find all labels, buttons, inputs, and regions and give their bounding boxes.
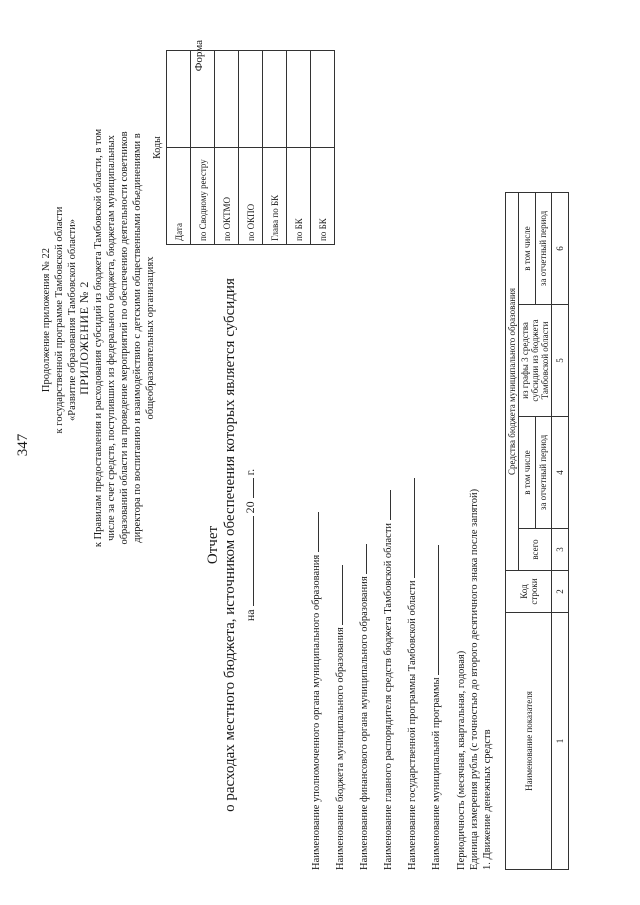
header-including: в том числе (519, 417, 536, 529)
code-label: Дата (167, 148, 191, 245)
report-title (205, 265, 239, 825)
fill-line[interactable] (404, 478, 415, 578)
code-label: по БК (287, 148, 311, 245)
header-period-2: за отчетный период (535, 193, 552, 305)
unit-line: Единица измерения рубль (с точностью до второго десятичного знака после запятой) (469, 488, 480, 870)
header-total: всего (519, 529, 552, 571)
header-line: Продолжение приложения № 22 (41, 247, 52, 393)
field-row (401, 260, 425, 870)
form-label: Форма (193, 40, 205, 72)
col-number: 5 (552, 305, 569, 417)
appendix-block (78, 118, 157, 558)
form-fields (305, 260, 494, 870)
report-subheading: о расходах местного бюджета, источником обеспечения которых является субсидия (222, 278, 238, 812)
fill-line[interactable] (380, 490, 391, 520)
page-number: 347 (15, 433, 31, 457)
report-date (243, 265, 258, 825)
code-value (215, 51, 239, 148)
field-row (377, 260, 401, 870)
field-row (305, 260, 329, 870)
field-label: Наименование уполномоченного органа муниципального образования (311, 554, 322, 870)
header-line: «Развитие образования Тамбовской области» (67, 219, 78, 421)
codes-header: Коды (148, 51, 167, 245)
field-label: Наименование государственной программы Тамбовской области (407, 580, 418, 870)
code-value (287, 51, 311, 148)
code-label: по БК (311, 148, 335, 245)
field-label: Наименование финансового органа муниципального образования (359, 576, 370, 870)
field-label: Наименование муниципальной программы (431, 677, 442, 870)
code-value (311, 51, 335, 148)
date-suffix: г. (243, 468, 257, 476)
header-row-code: Код строки (506, 571, 552, 613)
cash-flow-table (505, 192, 569, 870)
header-indicator-name: Наименование показателя (506, 613, 552, 870)
fill-line[interactable] (356, 544, 367, 574)
code-value (263, 51, 287, 148)
col-number: 3 (552, 529, 569, 571)
code-label: по ОКПО (239, 148, 263, 245)
field-row (353, 260, 377, 870)
section-title: 1. Движение денежных средств (482, 729, 493, 870)
periodicity: Периодичность (месячная, квартальная, годовая) (456, 650, 467, 870)
field-row (425, 260, 449, 870)
col-number: 1 (552, 613, 569, 870)
col-number: 4 (552, 417, 569, 529)
header-line: к государственной программе Тамбовской области (54, 206, 65, 434)
col-number: 6 (552, 193, 569, 305)
codes-table (148, 50, 335, 245)
code-value (191, 51, 215, 148)
report-heading: Отчет (205, 525, 221, 565)
date-year: 20 (243, 501, 257, 514)
code-label: по Сводному реестру (191, 148, 215, 245)
header-from-col3: из графы 3 средства субсидии из бюджета Тамбовской области (519, 305, 552, 417)
header-including-2: в том числе (519, 193, 536, 305)
date-blank (243, 516, 254, 606)
year-blank (243, 478, 254, 498)
continuation-header (40, 110, 79, 530)
header-municipal-funds: Средства бюджета муниципального образования (506, 193, 519, 571)
code-value (167, 51, 191, 148)
appendix-title: ПРИЛОЖЕНИЕ № 2 (77, 281, 91, 395)
fill-line[interactable] (332, 565, 343, 625)
field-label: Наименование бюджета муниципального образования (335, 627, 346, 870)
field-row (329, 260, 353, 870)
code-label: по ОКТМО (215, 148, 239, 245)
date-prefix: на (243, 609, 257, 622)
header-period: за отчетный период (535, 417, 552, 529)
appendix-text: к Правилам предоставления и расходования субсидий из бюджета Тамбовской области, в том числе за счет средств, поступивших из федерального бюджета, бюджетам муниципальных образований области на проведение мероприятий по обеспечению деятельности советников директора по воспитанию и взаимодействию с детскими общественными объединениями в общеобразовательных организациях (93, 128, 156, 548)
fill-line[interactable] (428, 545, 439, 675)
col-number: 2 (552, 571, 569, 613)
field-label: Наименование главного распорядителя средств бюджета Тамбовской области (383, 522, 394, 870)
code-value (239, 51, 263, 148)
code-label: Глава по БК (263, 148, 287, 245)
fill-line[interactable] (308, 512, 319, 552)
